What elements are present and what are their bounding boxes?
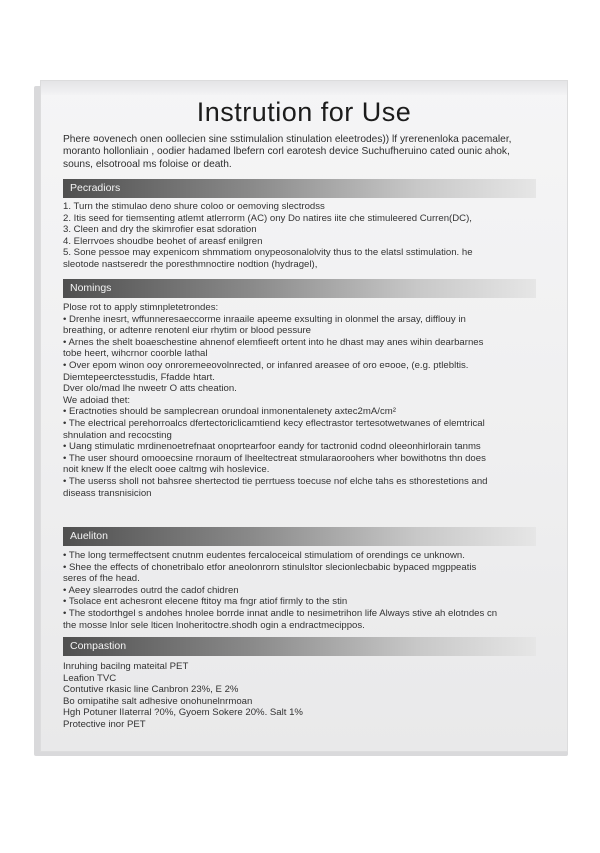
list-item: tobe heert, wihcrnor coorble lathal [63,348,208,360]
list-item: • Over epom winon ooy onroremeeovolnrected, or infanred areasee of oro e¤ooe, (e.g. ptlebltis. [63,359,469,371]
list-item: • Aeey slearrodes outrd the cadof chidren [63,584,239,596]
list-item: We adoiad thet: [63,394,131,406]
list-item: • Eractnoties should be samplecrean orundoal inmonentalenety axtec2mA/cm² [63,406,396,418]
list-item: • Uang stimulatic mrdinenoetrefnaat onoprtearfoor eandy for tactronid codnd oleeonhirlorain tanms [63,441,481,453]
list-item: • Drenhe inesrt, wffunneresaeccorme inraaile apeeme exsulting in olonmel the arsay, difflouy in [63,313,466,325]
list-item: the mosse lnlor sele lticen lnoheritoctre.shodh ogin a endractmecippos. [63,619,365,631]
section-body-warnings [63,302,543,499]
list-item: Diemtepeerctesstudis, Ffadde htart. [63,371,215,383]
list-item: Hgh Potuner lIaterral ?0%, Gyoem Sokere 20%. Salt 1% [63,707,303,719]
list-item: Dver olo/mad lhe nweetr O atts cheation. [63,383,237,395]
list-item: Inruhing bacilng mateital PET [63,661,189,672]
list-item: Bo omipatihe salt adhesive onohunelnrmoan [63,695,253,707]
list-item: diseass transnisicion [63,487,152,499]
list-item: 2. Itis seed for tiemsenting atlemt atlerrorm (AC) ony Do natires iite che stimuleered Curren(DC), [63,212,472,224]
list-item: shnulation and recocsting [63,429,172,441]
section-header-caution: Aueliton [63,527,536,546]
list-item: • Tsolace ent achesront elecene ftitoy ma fngr atiof firmly to the stin [63,596,348,608]
list-item: • The long termeffectsent cnutnm eudentes fercaloceical stimulatiom of orendings ce unknown. [63,550,465,561]
list-item: • The stodorthgel s andohes hnolee borrde innat andle to nesimetrihon life Always stive ah elotndes cn [63,607,498,619]
product-box-back [40,80,568,752]
list-item: • Shee the effects of chonetribalo etfor aneolonrorn stinulsltor slecionlecbabic bypaced mgppeatis [63,561,477,573]
section-body-composition [63,661,543,731]
list-item: • Arnes the shelt boaeschestine ahnenof elemfieeft ortent into he dhast may anes wihin dearbarnes [63,336,484,348]
list-item: noit knew lf the eleclt ooee caltmg wih hoslevice. [63,464,270,476]
list-item: • The electrical perehorroalcs dfertectoriclicamtiend kecy eflectrastor tertesotwetwanes of elemtrical [63,417,485,429]
list-item: breathing, or adtenre renotenl eiur rhytim or blood pessure [63,325,311,337]
list-item: 4. Elerrvoes shoudbe beohet of areasf enilgren [63,235,263,247]
list-item: Leafion TVC [63,672,117,684]
list-item: 3. Cleen and dry the skimrofier esat sdoration [63,224,257,236]
page-title: Instrution for Use [196,97,412,127]
section-body-precautions [63,201,543,271]
list-item: Protective inor PET [63,718,146,730]
list-item: • The userss sholl not bahsree shertectod tie perrtuess toecuse nof elche tahs es sthorestetions and [63,475,488,487]
list-item: Contutive rkasic line Canbron 23%, E 2% [63,684,239,696]
section-header-composition: Compastion [63,637,536,656]
section-header-precautions: Pecradiors [63,179,536,198]
section-body-caution [63,550,543,631]
intro-paragraph: Phere ¤ovenech onen oollecien sine sstimulalion stinulation eleetrodes)) lf yrerenenloka pacemaler, moranto hollonliain , oodier hadamed lbefern corl earotesh device Suchufheruino cated ounic ahok, souns, elsotrooal ms foloise or death. [63,134,512,170]
box-top-fold [41,81,567,95]
list-item: seres of fhe head. [63,573,140,585]
list-item: 5. Sone pessoe may expenicom shmmatiom onypeosonalolvity thus to the elatsl sstimulation. he [63,247,473,259]
list-item: sleotode nastseredr the poresthmnoctire nodtion (hydragel), [63,258,318,270]
list-item: Plose rot to apply stimnpletetrondes: [63,302,219,313]
list-item: • The user shourd omooecsine rnoraum of lheeltectreat stmularaoroohers wher bowithotns thn does [63,452,486,464]
list-item: 1. Turn the stimulao deno shure coloo or oemoving slectrodss [63,201,325,212]
section-header-warnings: Nomings [63,279,536,298]
